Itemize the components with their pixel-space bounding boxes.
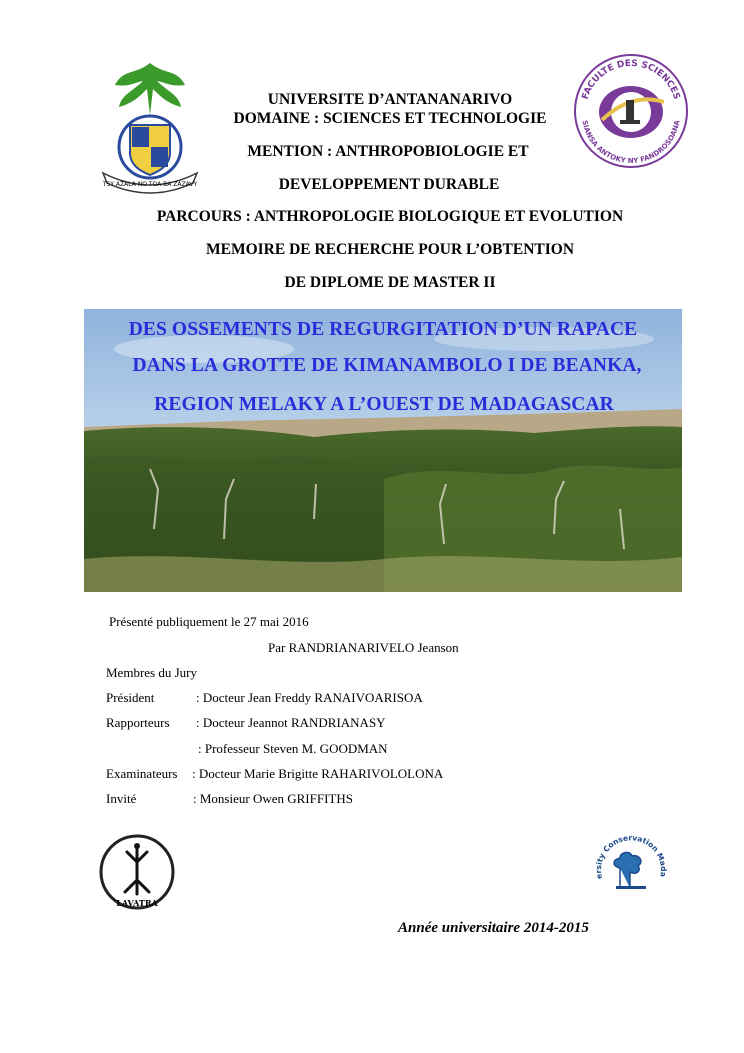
thesis-title-line-3: REGION MELAKY A L’OUEST DE MADAGASCAR <box>154 394 614 415</box>
jury-member: : Docteur Jeannot RANDRIANASY <box>196 715 386 730</box>
bcm-logo-text: ersity Conservation Mada <box>593 833 669 880</box>
domain-line: DOMAINE : SCIENCES ET TECHNOLOGIE <box>233 110 547 127</box>
jury-role: Invité <box>106 791 137 806</box>
forest-landscape-photo <box>84 309 682 592</box>
jury-member: : Docteur Marie Brigitte RAHARIVOLOLONA <box>192 766 444 781</box>
faculty-logo-bottom-text: SIANSA ANTOKY NY FANDROSOANA <box>580 119 682 166</box>
jury-role: Examinateurs <box>106 766 178 781</box>
jury-role: Rapporteurs <box>106 715 170 730</box>
parcours-line: PARCOURS : ANTHROPOLOGIE BIOLOGIQUE ET EVOLUTION <box>156 208 624 225</box>
diploma-line: DE DIPLOME DE MASTER II <box>284 274 496 291</box>
jury-role: Président <box>106 690 155 705</box>
biodiversity-conservation-madagascar-logo <box>590 826 672 908</box>
lavatra-logo-text: LAVATRA <box>116 898 158 908</box>
mention-line: MENTION : ANTHROPOBIOLOGIE ET <box>247 143 529 160</box>
thesis-title-line-2: DANS LA GROTTE DE KIMANAMBOLO I DE BEANKA, <box>132 355 642 376</box>
thesis-title-line-1: DES OSSEMENTS DE REGURGITATION D’UN RAPACE <box>128 319 638 340</box>
author: Par RANDRIANARIVELO Jeanson <box>268 640 459 655</box>
academic-year: Année universitaire 2014-2015 <box>398 920 589 936</box>
mention-line-2: DEVELOPPEMENT DURABLE <box>278 176 500 193</box>
faculty-logo-top-text: FACULTE DES SCIENCES <box>580 58 682 101</box>
jury-heading: Membres du Jury <box>106 665 197 680</box>
university-name: UNIVERSITE D’ANTANANARIVO <box>267 91 513 108</box>
university-motto: TSY AZALA NO TOA BA ZAZAVY <box>102 181 198 188</box>
presentation-date: Présenté publiquement le 27 mai 2016 <box>109 614 309 629</box>
jury-member: : Docteur Jean Freddy RANAIVOARISOA <box>196 690 423 705</box>
lavatra-logo <box>97 832 177 912</box>
memoire-line: MEMOIRE DE RECHERCHE POUR L’OBTENTION <box>205 241 575 258</box>
jury-member: : Professeur Steven M. GOODMAN <box>198 741 388 756</box>
jury-member: : Monsieur Owen GRIFFITHS <box>193 791 353 806</box>
